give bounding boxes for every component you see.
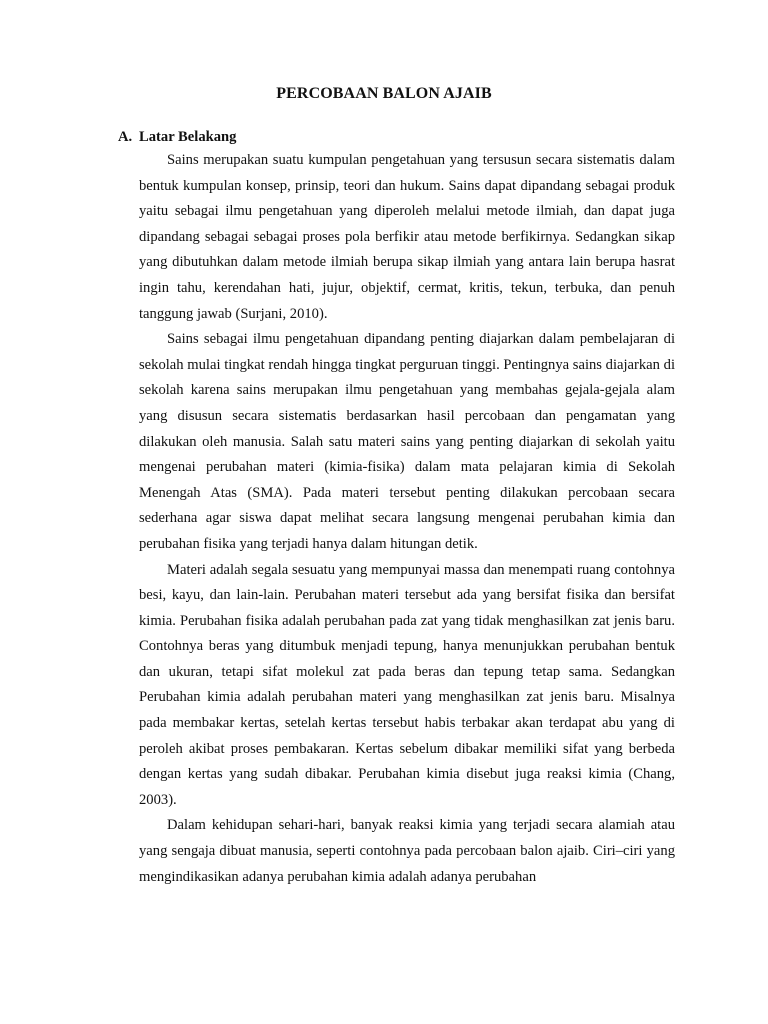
section-letter: A. xyxy=(118,129,133,145)
paragraph-4: Dalam kehidupan sehari-hari, banyak reaksi kimia yang terjadi secara alamiah atau yang sengaja dibuat manusia, seperti contohnya pada percobaan balon ajaib. Ciri–ciri yang mengindikasikan adanya perubahan kimia adalah adanya perubahan xyxy=(139,817,675,885)
document-title: PERCOBAAN BALON AJAIB xyxy=(276,85,492,102)
section-body xyxy=(139,148,675,890)
section-heading xyxy=(118,129,236,146)
paragraph-3: Materi adalah segala sesuatu yang mempunyai massa dan menempati ruang contohnya besi, kayu, dan lain-lain. Perubahan materi tersebut ada yang bersifat fisika dan bersifat kimia. Perubahan fisika adalah perubahan pada zat yang tidak menghasilkan zat jenis baru. Contohnya beras yang ditumbuk menjadi tepung, hanya menunjukkan perubahan bentuk dan ukuran, tetapi sifat molekul zat pada beras dan tepung tetap sama. Sedangkan Perubahan kimia adalah perubahan materi yang menghasilkan zat jenis baru. Misalnya pada membakar kertas, setelah kertas tersebut habis terbakar akan terdapat abu yang di peroleh akibat proses pembakaran. Kertas sebelum dibakar memiliki sifat yang berbeda dengan kertas yang sudah dibakar. Perubahan kimia disebut juga reaksi kimia (Chang, 2003). xyxy=(139,561,675,808)
paragraph-2: Sains sebagai ilmu pengetahuan dipandang penting diajarkan dalam pembelajaran di sekolah mulai tingkat rendah hingga tingkat perguruan tinggi. Pentingnya sains diajarkan di sekolah karena sains merupakan ilmu pengetahuan yang membahas gejala-gejala alam yang disusun secara sistematis berdasarkan hasil percobaan dan pengamatan yang dilakukan oleh manusia. Salah satu materi sains yang penting diajarkan di sekolah yaitu mengenai perubahan materi (kimia-fisika) dalam mata pelajaran kimia di Sekolah Menengah Atas (SMA). Pada materi tersebut penting dilakukan percobaan secara sederhana agar siswa dapat melihat secara langsung mengenai perubahan kimia dan perubahan fisika yang terjadi hanya dalam hitungan detik. xyxy=(139,331,675,552)
paragraph-1: Sains merupakan suatu kumpulan pengetahuan yang tersusun secara sistematis dalam bentuk kumpulan konsep, prinsip, teori dan hukum. Sains dapat dipandang sebagai produk yaitu sebagai ilmu pengetahuan yang diperoleh melalui metode ilmiah, dan dapat juga dipandang sebagai sebagai proses pola berfikir atau metode berfikirnya. Sedangkan sikap yang dibutuhkan dalam metode ilmiah berupa sikap ilmiah yang antara lain berupa hasrat ingin tahu, kerendahan hati, jujur, objektif, cermat, kritis, tekun, terbuka, dan penuh tanggung jawab (Surjani, 2010). xyxy=(139,152,675,322)
section-heading-text: Latar Belakang xyxy=(139,129,237,145)
